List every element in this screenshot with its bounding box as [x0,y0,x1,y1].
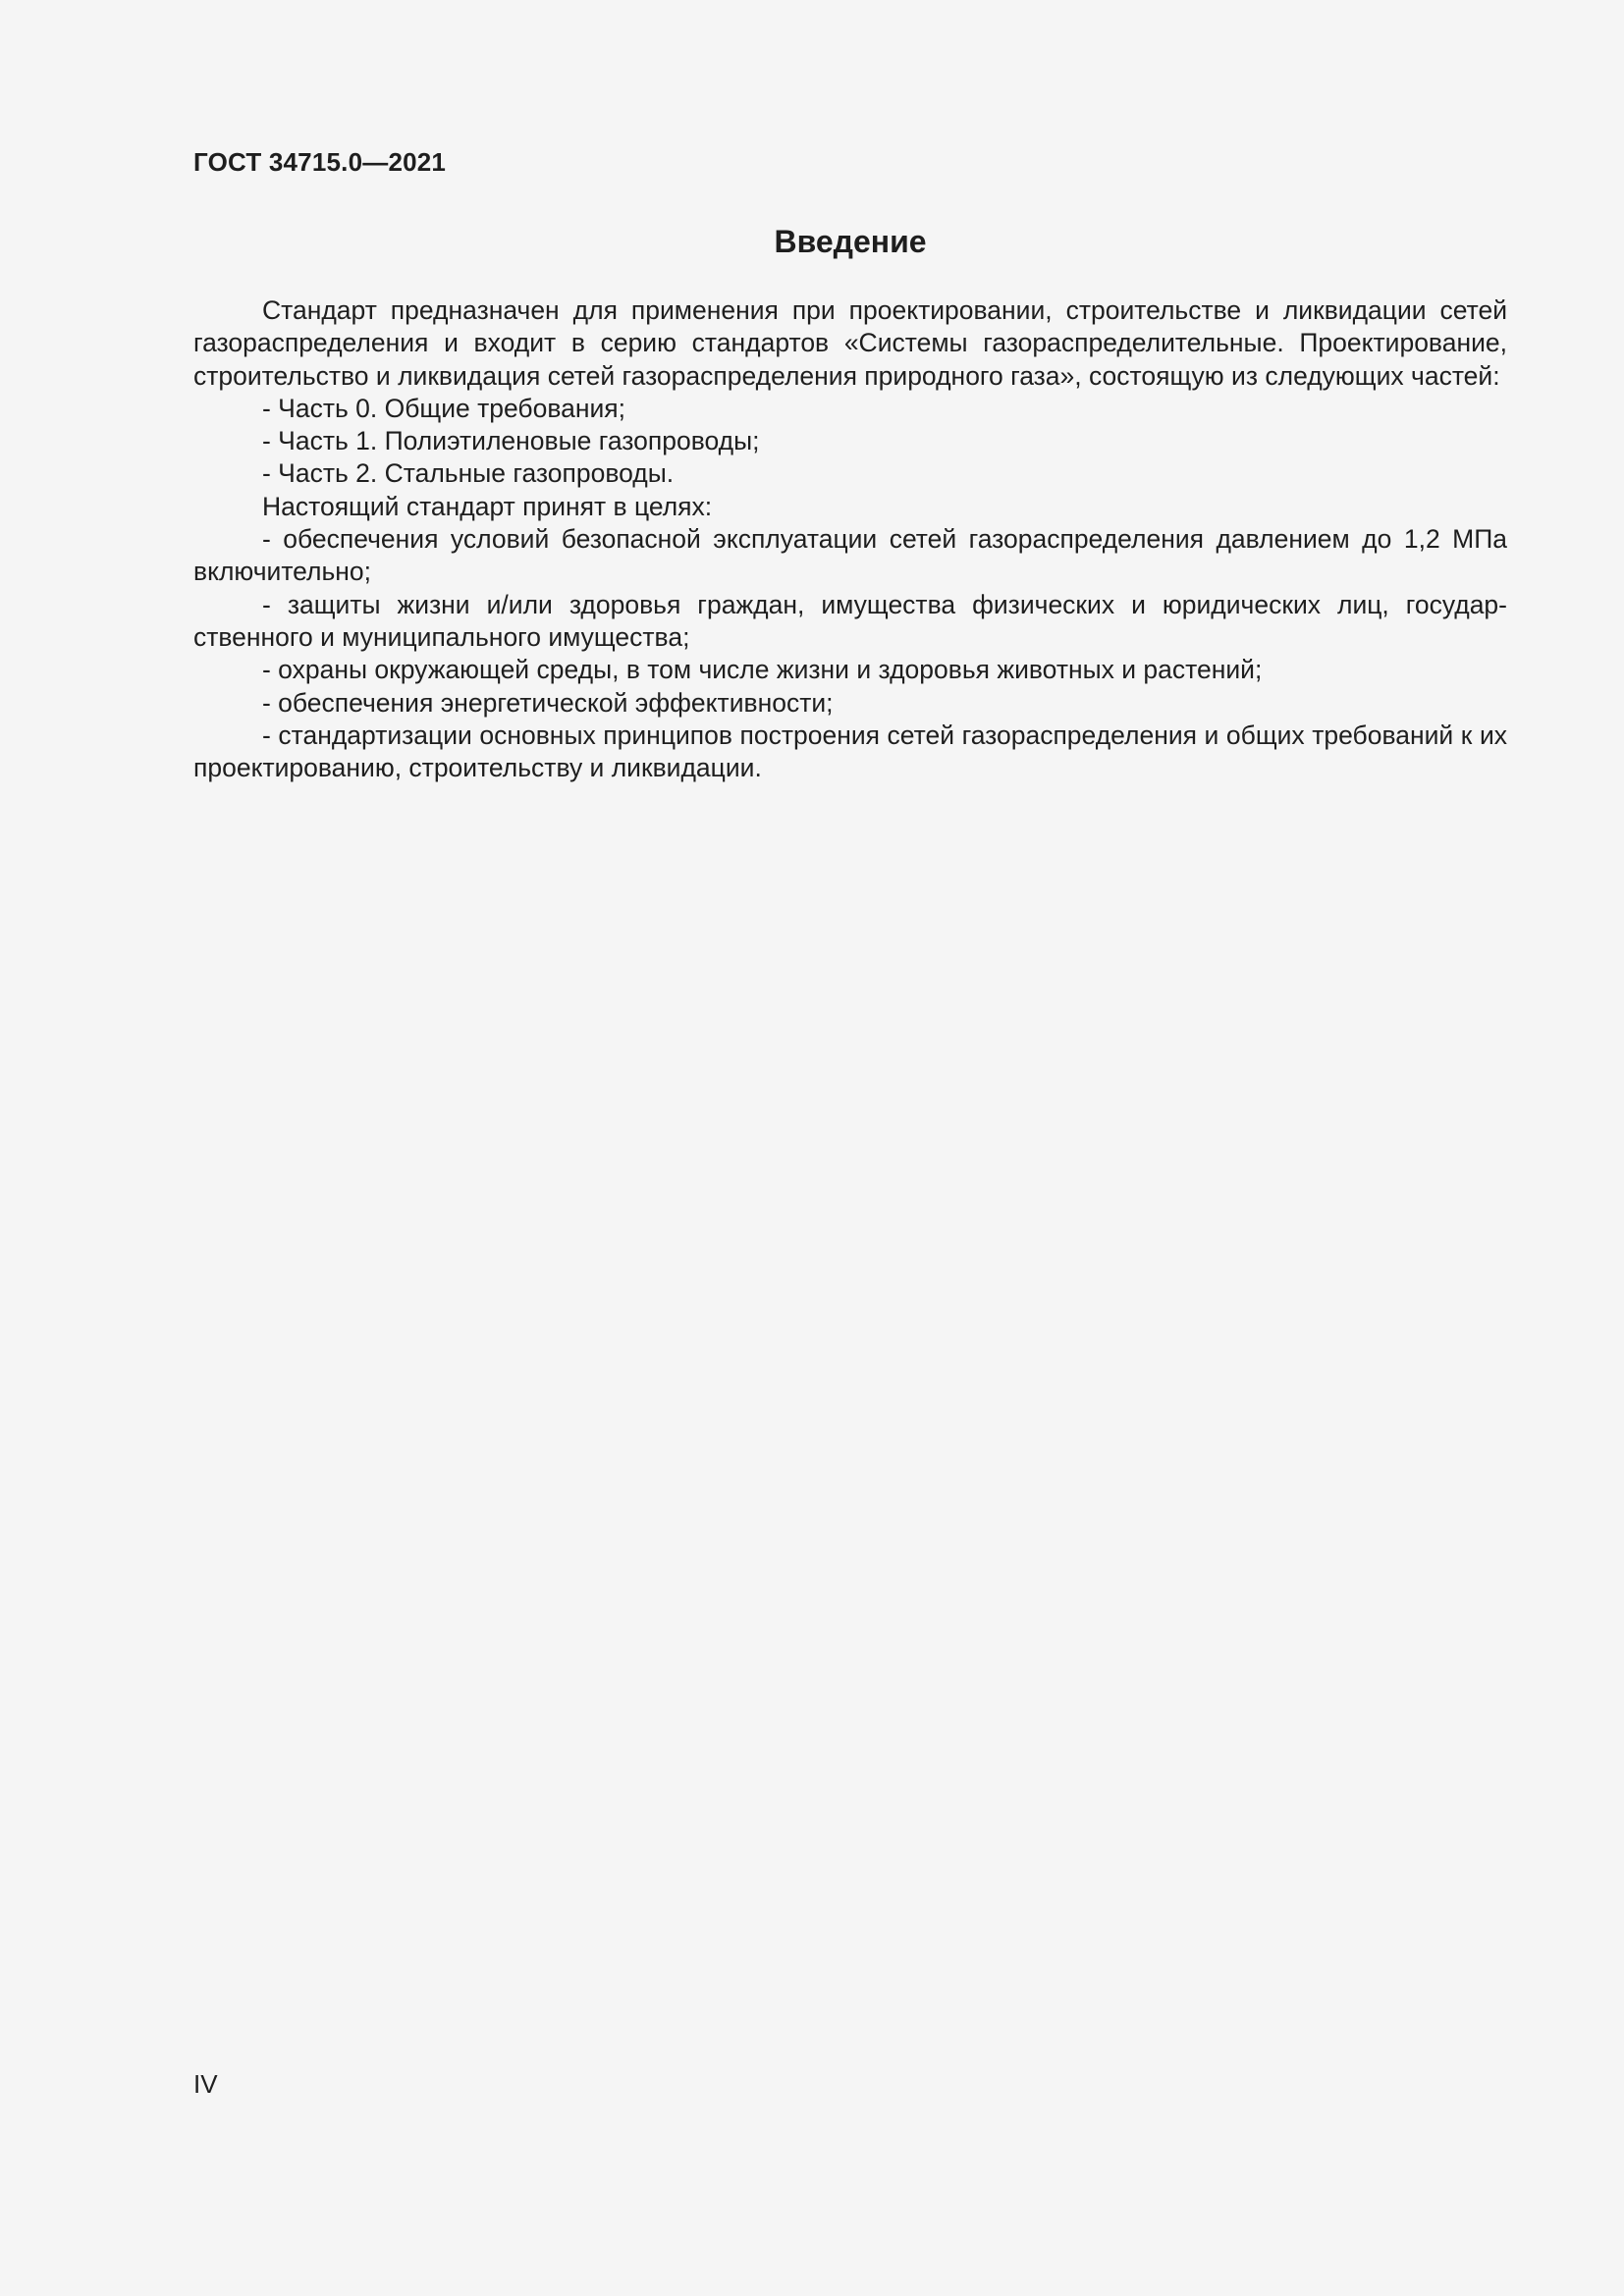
page-number: IV [193,2069,218,2099]
purpose-item-standardization: - стандартизации основных принципов построения сетей газораспределения и общих требований к их проектированию, строительству и ликвидации. [193,720,1507,783]
purpose-item-environment: - охраны окружающей среды, в том числе жизни и здоровья животных и растений; [262,655,1263,685]
purpose-lead-paragraph: Настоящий стандарт принят в целях: [262,491,713,521]
purpose-item-protection: - защиты жизни и/или здоровья граждан, имущества физических и юридических лиц, государственного и муниципального имущества; [193,589,1507,652]
purpose-item-energy: - обеспечения энергетической эффективности; [262,687,834,718]
purpose-item-safety: - обеспечения условий безопасной эксплуатации сетей газораспределения давлением до 1,2 МПа включительно; [193,524,1507,587]
list-item-part-2: - Часть 2. Стальные газопроводы. [262,458,675,489]
document-code-header: ГОСТ 34715.0—2021 [193,147,447,177]
introduction-body [193,294,1507,784]
intro-paragraph: Стандарт предназначен для применения при проектировании, строительстве и ликвидации сетей газораспределения и входит в серию стандартов «Системы газораспределительные. Проектирование, строительство и ликвидация сетей газораспределения природного газа», состоящую из следующих частей: [193,295,1507,391]
list-item-part-0: - Часть 0. Общие требования; [262,393,626,423]
section-title: Введение [774,224,927,259]
list-item-part-1: - Часть 1. Полиэтиленовые газопроводы; [262,426,760,456]
